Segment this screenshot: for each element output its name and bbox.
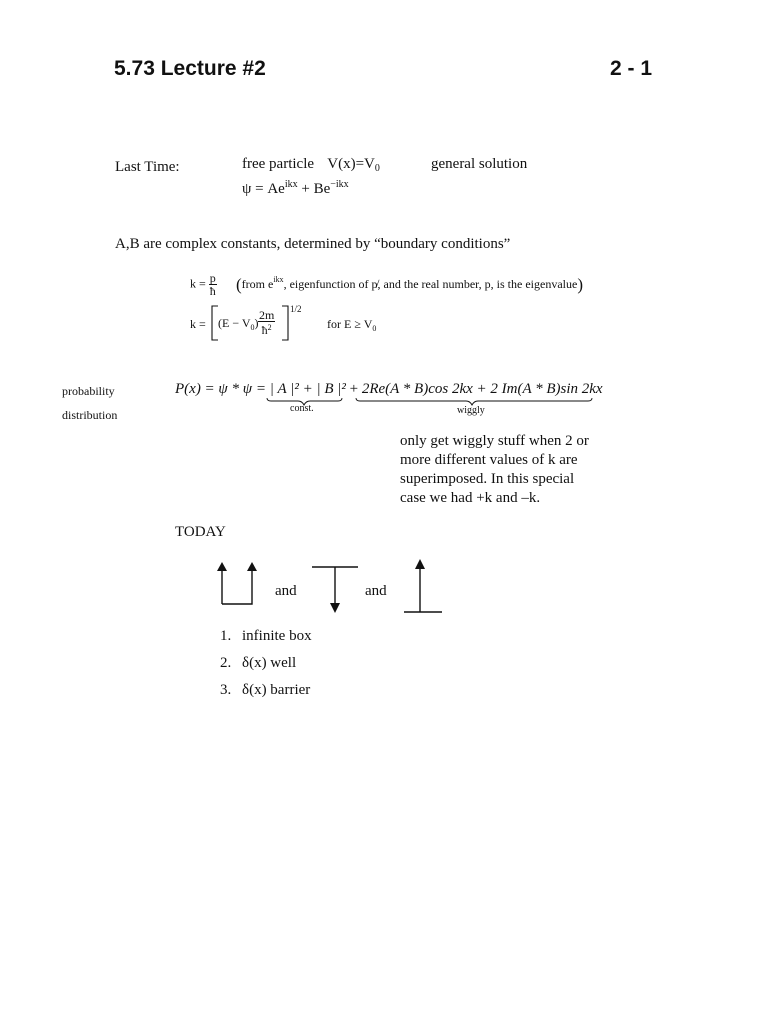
psi-prefix: ψ = Ae — [242, 181, 285, 197]
psi-exponent-2: −ikx — [330, 179, 349, 190]
wiggly-note-line: more different values of k are — [400, 452, 578, 468]
list-item: 3. δ(x) barrier — [220, 682, 311, 698]
energy-open: (E − V — [218, 316, 251, 330]
power-one-half: 1/2 — [290, 304, 302, 314]
k-lhs-2: k = — [190, 317, 206, 331]
wiggly-term: 2Re(A * B)cos 2kx + 2 Im(A * B)sin 2kx — [361, 381, 603, 397]
psi-mid: + Be — [297, 181, 331, 197]
wiggly-note-line: case we had +k and –k. — [400, 490, 541, 506]
potential-text: V(x)=V — [327, 156, 375, 172]
today-heading: TODAY — [175, 524, 226, 540]
note-from: from e — [241, 277, 274, 291]
up-arrow-icon — [217, 562, 227, 571]
lecture-title: 5.73 Lecture #2 — [114, 57, 266, 80]
wiggly-underbrace — [356, 398, 592, 405]
k-lhs: k = — [190, 276, 206, 291]
mass-denominator: $ħ^2$ — [261, 323, 272, 337]
wiggly-label: wiggly — [457, 405, 485, 416]
wiggly-note-line: superimposed. In this special — [400, 471, 575, 487]
page-number: 2 - 1 — [610, 57, 653, 80]
up-arrow-icon — [415, 559, 425, 569]
p-numerator: p — [209, 271, 216, 285]
energy-condition: for $E \ge V_0$ — [327, 317, 377, 333]
constants-sentence: A,B are complex constants, determined by “boundary conditions” — [115, 236, 511, 252]
last-time-label: Last Time: — [115, 159, 180, 175]
mass-numerator: 2m — [259, 308, 275, 322]
probability-lhs: P(x) = ψ * ψ = — [175, 381, 266, 397]
delta-barrier-diagram — [402, 557, 444, 615]
general-solution-text: general solution — [431, 156, 528, 172]
k-momentum-equation — [190, 272, 217, 297]
const-label: const. — [290, 403, 314, 414]
psi-equation — [242, 179, 349, 198]
plus-sign: + — [349, 381, 359, 397]
wiggly-note-line: only get wiggly stuff when 2 or — [400, 433, 589, 449]
free-particle-text: free particle — [242, 156, 315, 172]
energy-subscript: 0 — [250, 323, 255, 332]
probability-label-2: distribution — [62, 408, 118, 422]
energy-close: ) — [254, 316, 259, 330]
list-item: 2. δ(x) well — [220, 655, 297, 671]
energy-difference — [218, 316, 259, 332]
and-label-1: and — [275, 583, 297, 599]
today-list — [220, 623, 312, 704]
potential-subscript: 0 — [374, 163, 380, 174]
delta-well-diagram — [310, 565, 360, 615]
right-bracket — [280, 305, 290, 341]
mass-fraction — [258, 309, 275, 336]
note-rest: , eigenfunction of p̸, and the real number, p, is the eigenvalue — [283, 277, 578, 291]
note-paren-close: ) — [577, 275, 583, 294]
down-arrow-icon — [330, 603, 340, 613]
p-over-hbar — [209, 272, 217, 297]
infinite-box-diagram — [212, 560, 262, 606]
const-term: | A |² + | B |² — [269, 381, 346, 397]
and-label-2: and — [365, 583, 387, 599]
note-paren-open: ( — [236, 275, 242, 294]
list-item: 1. infinite box — [220, 628, 312, 644]
note-exponent: ikx — [273, 275, 284, 284]
underbraces — [266, 396, 594, 408]
up-arrow-icon — [247, 562, 257, 571]
free-particle-line — [242, 156, 380, 174]
eigenfunction-note — [236, 275, 583, 295]
probability-label-1: probability — [62, 384, 115, 398]
wiggly-note — [400, 432, 589, 508]
hbar-denominator: ħ — [209, 284, 216, 298]
two-m-over-hbar-squared — [258, 309, 275, 336]
psi-exponent-1: ikx — [284, 179, 298, 190]
